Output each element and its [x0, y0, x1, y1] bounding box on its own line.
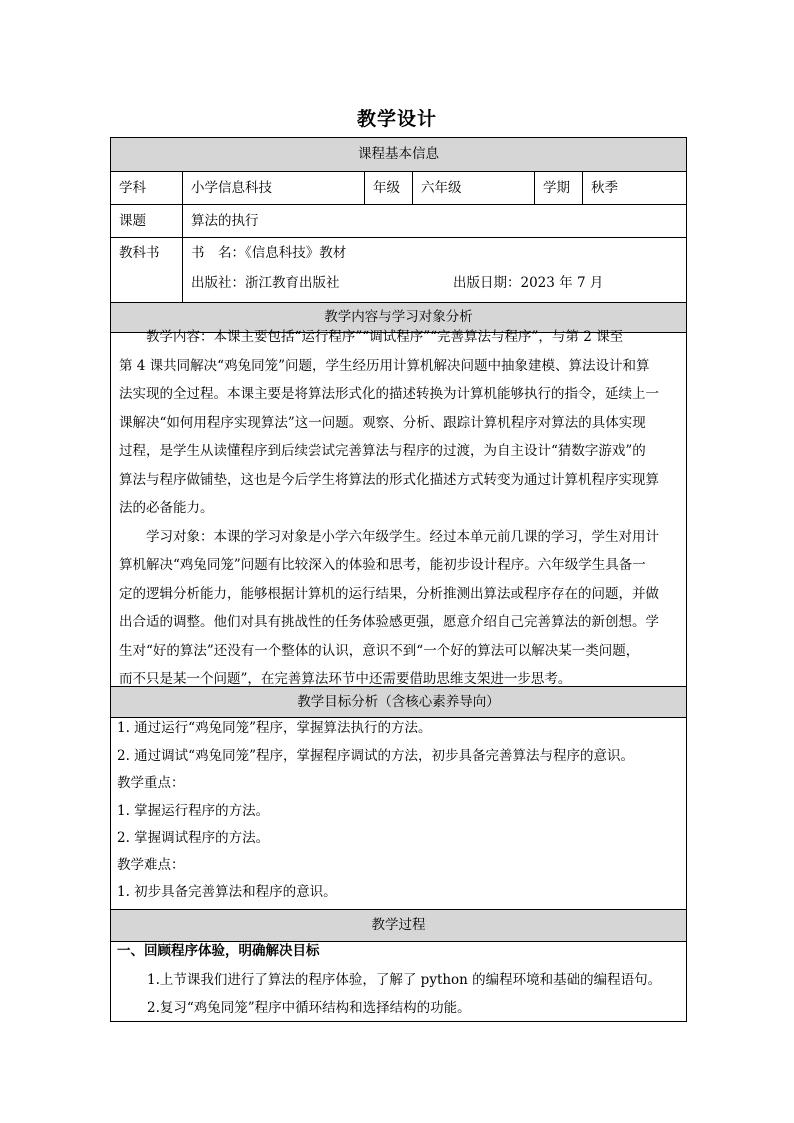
process-step-2: 2.复习“鸡兔同笼”程序中循环结构和选择结构的功能。	[147, 1000, 471, 1016]
divider	[111, 941, 686, 942]
learner-line: 生对“好的算法”还没有一个整体的认识，意识不到“一个好的算法可以解决某一类问题，	[119, 643, 640, 659]
content-line: 课解决“如何用程序实现算法”这一问题。观察、分析、跟踪计算机程序对算法的具体实现	[119, 415, 646, 431]
goal-1: 1. 通过运行“鸡兔同笼”程序，掌握算法执行的方法。	[117, 720, 432, 736]
divider	[111, 171, 686, 172]
goal-2: 2. 通过调试“鸡兔同笼”程序，掌握程序调试的方法，初步具备完善算法与程序的意识。	[117, 748, 634, 764]
content-line: 教学内容：本课主要包括“运行程序”“调试程序”“完善算法与程序”，与第 2 课至	[119, 329, 624, 345]
divider	[582, 171, 583, 204]
difficulty-label: 教学难点：	[117, 857, 185, 873]
subject-value: 小学信息科技	[191, 180, 272, 196]
lesson-value: 算法的执行	[191, 213, 259, 229]
textbook-label: 教科书	[119, 245, 160, 261]
document-title: 教学设计	[356, 108, 437, 130]
divider	[111, 717, 686, 718]
publisher: 出版社：浙江教育出版社	[191, 275, 340, 291]
basic-info-header: 课程基本信息	[111, 138, 686, 171]
learner-line: 算机解决“鸡兔同笼”问题有比较深入的体验和思考，能初步设计程序。六年级学生具备一	[119, 557, 646, 573]
process-step-1: 1.上节课我们进行了算法的程序体验，了解了 python 的编程环境和基础的编程语句。	[147, 972, 662, 988]
subject-label: 学科	[119, 180, 146, 196]
divider	[364, 171, 365, 204]
key-point-1: 1. 掌握运行程序的方法。	[117, 803, 270, 819]
lesson-label: 课题	[119, 213, 146, 229]
key-points-label: 教学重点：	[117, 775, 185, 791]
divider	[111, 237, 686, 238]
divider	[534, 171, 535, 204]
process-header: 教学过程	[111, 910, 686, 941]
content-line: 法实现的全过程。本课主要是将算法形式化的描述转换为计算机能够执行的指令，延续上一	[119, 386, 659, 402]
grade-value: 六年级	[421, 180, 462, 196]
divider	[111, 204, 686, 205]
objectives-header: 教学目标分析（含核心素养导向）	[111, 687, 686, 717]
term-value: 秋季	[591, 180, 618, 196]
publish-date: 出版日期：2023 年 7 月	[453, 275, 604, 291]
content-line: 过程，是学生从读懂程序到后续尝试完善算法与程序的过渡，为自主设计“猜数字游戏”的	[119, 443, 646, 459]
learner-line: 而不只是某一个问题”，在完善算法环节中还需要借助思维支架进一步思考。	[119, 671, 572, 687]
learner-line: 学习对象：本课的学习对象是小学六年级学生。经过本单元前几课的学习，学生对用计	[119, 529, 659, 545]
content-line: 算法与程序做铺垫，这也是今后学生将算法的形式化描述方式转变为通过计算机程序实现算	[119, 472, 659, 488]
learner-line: 定的逻辑分析能力，能够根据计算机的运行结果，分析推测出算法或程序存在的问题，并做	[119, 586, 659, 602]
grade-label: 年级	[373, 180, 400, 196]
analysis-header: 教学内容与学习对象分析	[111, 303, 686, 332]
lesson-plan-table	[110, 137, 687, 1022]
learner-line: 出合适的调整。他们对具有挑战性的任务体验感更强，愿意介绍自己完善算法的新创想。学	[119, 614, 659, 630]
divider	[412, 171, 413, 204]
content-line: 第 4 课共同解决“鸡兔同笼”问题，学生经历用计算机解决问题中抽象建模、算法设计和算	[119, 358, 650, 374]
process-section-1: 一、回顾程序体验，明确解决目标	[117, 943, 320, 959]
term-label: 学期	[543, 180, 570, 196]
difficulty-1: 1. 初步具备完善算法和程序的意识。	[117, 884, 337, 900]
key-point-2: 2. 掌握调试程序的方法。	[117, 830, 270, 846]
content-line: 法的必备能力。	[119, 500, 214, 516]
book-name: 书 名：《信息科技》教材	[191, 245, 347, 261]
